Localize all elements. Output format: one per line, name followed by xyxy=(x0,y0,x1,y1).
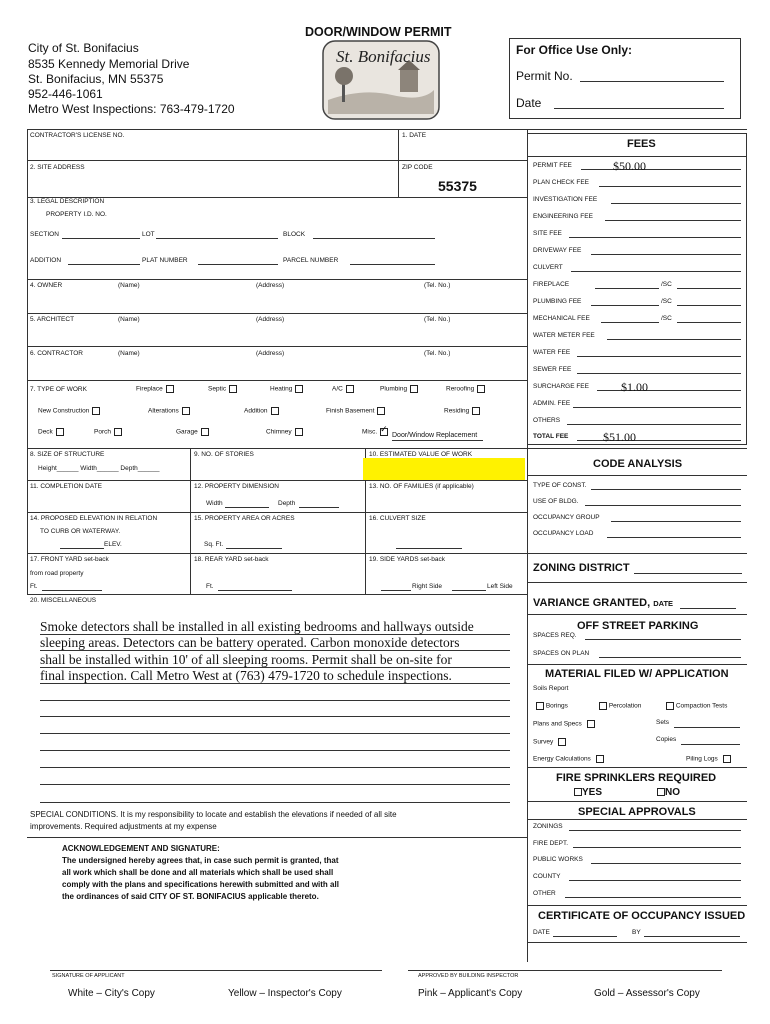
variance-date-field[interactable] xyxy=(680,608,736,609)
lot-label: LOT xyxy=(142,231,155,238)
applicant-signature-label: SIGNATURE OF APPLICANT xyxy=(52,973,125,979)
height-width-depth-fields[interactable]: Height______ Width______ Depth______ xyxy=(38,465,160,472)
special-approvals-heading: SPECIAL APPROVALS xyxy=(578,806,696,818)
surcharge-fee-row: SURCHARGE FEE $1.00 xyxy=(533,383,743,390)
plumbing-checkbox[interactable] xyxy=(410,385,418,393)
porch-checkbox[interactable] xyxy=(114,428,122,436)
misc-value: Door/Window Replacement xyxy=(392,431,483,441)
architect-address-label: (Address) xyxy=(256,316,285,323)
material-heading: MATERIAL FILED W/ APPLICATION xyxy=(545,668,729,680)
fireplace-fee-row: FIREPLACE /SC xyxy=(533,281,743,288)
water-meter-fee-row: WATER METER FEE xyxy=(533,332,743,339)
fees-heading: FEES xyxy=(627,138,656,150)
total-fee-value: $51.00 xyxy=(603,430,636,444)
new-construction-option[interactable]: New Construction xyxy=(38,407,100,416)
addition-label: ADDITION xyxy=(30,257,62,264)
ack-line-3: comply with the plans and specifications herewith submitted and with all xyxy=(62,880,339,889)
block-label: BLOCK xyxy=(283,231,306,238)
permit-fee-row: PERMIT FEE $50.00 xyxy=(533,162,743,169)
rear-yard-label: 18. REAR YARD set-back xyxy=(194,556,269,563)
fireplace-checkbox[interactable] xyxy=(166,385,174,393)
permit-no-label: Permit No. xyxy=(516,69,573,83)
left-side-field[interactable] xyxy=(452,590,486,591)
survey-checkbox[interactable] xyxy=(558,738,566,746)
septic-option[interactable]: Septic xyxy=(208,385,237,394)
plans-specs-checkbox[interactable] xyxy=(587,720,595,728)
special-conditions-2: improvements. Required adjustments at my expense xyxy=(30,822,217,831)
zoning-district-label: ZONING DISTRICT xyxy=(533,562,630,574)
culvert-row: CULVERT xyxy=(533,264,743,271)
surcharge-fee-value: $1.00 xyxy=(621,380,648,394)
zip-code-label: ZIP CODE xyxy=(402,164,433,171)
ac-option[interactable]: A/C xyxy=(332,385,354,394)
cert-by-field[interactable] xyxy=(644,936,740,937)
permit-fee-value: $50.00 xyxy=(613,159,646,173)
city-phone: 952-446-1061 xyxy=(28,87,103,101)
ack-line-1: The undersigned hereby agrees that, in case such permit is granted, that xyxy=(62,856,339,865)
engineering-fee-row: ENGINEERING FEE xyxy=(533,213,743,220)
width-label: Width xyxy=(206,500,223,507)
ack-line-2: all work which shall be done and all materials which shall be used shall xyxy=(62,868,334,877)
block-field[interactable] xyxy=(313,238,435,239)
page-title: DOOR/WINDOW PERMIT xyxy=(305,25,452,39)
estimated-value-label: 10. ESTIMATED VALUE OF WORK xyxy=(369,451,473,458)
front-ft-label: Ft. xyxy=(30,583,38,590)
addition-checkbox[interactable] xyxy=(271,407,279,415)
city-name: City of St. Bonifacius xyxy=(28,41,139,55)
copy-white: White – City's Copy xyxy=(68,988,155,999)
parking-heading: OFF STREET PARKING xyxy=(577,620,699,632)
alterations-checkbox[interactable] xyxy=(182,407,190,415)
alterations-option[interactable]: Alterations xyxy=(148,407,190,416)
copy-yellow: Yellow – Inspector's Copy xyxy=(228,988,342,999)
front-yard-field[interactable] xyxy=(42,590,102,591)
office-date-field[interactable] xyxy=(554,108,724,109)
inspections-phone: Metro West Inspections: 763-479-1720 xyxy=(28,102,235,116)
parcel-number-label: PARCEL NUMBER xyxy=(283,257,339,264)
garage-checkbox[interactable] xyxy=(201,428,209,436)
sprinkler-yes-option[interactable]: YES xyxy=(571,787,602,798)
misc-line-4: final inspection. Call Metro West at (763) 479-1720 to schedule inspections. xyxy=(40,668,452,683)
families-label: 13. NO. OF FAMILIES (if applicable) xyxy=(369,483,474,490)
contractor-tel-label: (Tel. No.) xyxy=(424,350,451,357)
admin-fee-row: ADMIN. FEE xyxy=(533,400,743,407)
other-row: OTHER xyxy=(533,890,743,897)
copy-pink: Pink – Applicant's Copy xyxy=(418,988,523,999)
residing-option[interactable]: Residing xyxy=(444,407,480,416)
chimney-option[interactable]: Chimney xyxy=(266,428,303,437)
occupancy-load-row: OCCUPANCY LOAD xyxy=(533,530,743,537)
copies-field[interactable] xyxy=(681,744,740,745)
energy-calc-checkbox[interactable] xyxy=(596,755,604,763)
heating-checkbox[interactable] xyxy=(295,385,303,393)
fireplace-option[interactable]: Fireplace xyxy=(136,385,174,394)
culvert-size-label: 16. CULVERT SIZE xyxy=(369,515,426,522)
occupancy-group-row: OCCUPANCY GROUP xyxy=(533,514,743,521)
rear-ft-label: Ft. xyxy=(206,583,214,590)
site-address-label: 2. SITE ADDRESS xyxy=(30,164,85,171)
property-dimension-label: 12. PROPERTY DIMENSION xyxy=(194,483,280,490)
investigation-fee-row: INVESTIGATION FEE xyxy=(533,196,743,203)
city-logo xyxy=(322,40,440,120)
type-of-work-label: 7. TYPE OF WORK xyxy=(30,386,87,393)
front-yard-label: 17. FRONT YARD set-back xyxy=(30,556,109,563)
addition-option[interactable]: Addition xyxy=(244,407,279,416)
section-label: SECTION xyxy=(30,231,59,238)
architect-name-label: (Name) xyxy=(118,316,140,323)
sprinkler-yes-checkbox[interactable] xyxy=(574,788,582,796)
contractor-address-label: (Address) xyxy=(256,350,285,357)
deck-option[interactable]: Deck xyxy=(38,428,64,437)
septic-checkbox[interactable] xyxy=(229,385,237,393)
rear-yard-field[interactable] xyxy=(218,590,292,591)
misc-line-3: shall be installed within 10' of all sleeping rooms. Permit shall be on-site for xyxy=(40,652,452,667)
lot-field[interactable] xyxy=(156,238,278,239)
date-label: 1. DATE xyxy=(402,132,427,139)
right-side-label: Right Side xyxy=(412,583,442,590)
others-row: OTHERS xyxy=(533,417,743,424)
applicant-signature-line[interactable] xyxy=(50,970,382,971)
elevation-curb-label: TO CURB OR WATERWAY. xyxy=(40,528,121,535)
sets-field[interactable] xyxy=(674,727,740,728)
spaces-req-row: SPACES REQ. xyxy=(533,632,743,639)
culvert-size-field[interactable] xyxy=(396,548,462,549)
compaction-checkbox[interactable] xyxy=(666,702,674,710)
plumbing-option[interactable]: Plumbing xyxy=(380,385,418,394)
from-road-label: from road property xyxy=(30,570,84,577)
inspector-signature-label: APPROVED BY BUILDING INSPECTOR xyxy=(418,973,519,979)
office-use-heading: For Office Use Only: xyxy=(516,43,633,57)
copies-label: Copies xyxy=(656,736,677,743)
city-logo-text: St. Bonifacius xyxy=(336,47,431,66)
finish-basement-checkbox[interactable] xyxy=(377,407,385,415)
county-row: COUNTY xyxy=(533,873,743,880)
type-const-row: TYPE OF CONST. xyxy=(533,482,743,489)
cert-heading: CERTIFICATE OF OCCUPANCY ISSUED xyxy=(538,910,746,922)
energy-calc-option[interactable]: Energy Calculations xyxy=(533,755,604,764)
zoning-district-field[interactable] xyxy=(634,573,742,574)
contractor-name-label: (Name) xyxy=(118,350,140,357)
misc-line-2: sleeping areas. Detectors can be battery operated. Carbon monoxide detectors xyxy=(40,635,460,650)
cert-date-label: DATE xyxy=(533,929,550,936)
borings-option[interactable]: Borings xyxy=(533,702,568,711)
sqft-field[interactable] xyxy=(226,548,282,549)
sewer-fee-row: SEWER FEE xyxy=(533,366,743,373)
elevation-field[interactable] xyxy=(60,548,104,549)
size-of-structure-label: 8. SIZE OF STRUCTURE xyxy=(30,451,105,458)
residing-checkbox[interactable] xyxy=(472,407,480,415)
total-fee-row: TOTAL FEE $51.00 xyxy=(533,433,743,440)
depth-label: Depth xyxy=(278,500,296,507)
architect-label: 5. ARCHITECT xyxy=(30,316,75,323)
plumbing-fee-row: PLUMBING FEE /SC xyxy=(533,298,743,305)
spaces-on-plan-row: SPACES ON PLAN xyxy=(533,650,743,657)
plat-number-field[interactable] xyxy=(198,264,278,265)
sqft-label: Sq. Ft. xyxy=(204,541,224,548)
property-id-label: PROPERTY I.D. NO. xyxy=(46,211,107,218)
misc-checkbox[interactable] xyxy=(380,428,388,436)
plan-check-fee-row: PLAN CHECK FEE xyxy=(533,179,743,186)
new-construction-checkbox[interactable] xyxy=(92,407,100,415)
garage-option[interactable]: Garage xyxy=(176,428,209,437)
miscellaneous-label: 20. MISCELLANEOUS xyxy=(30,597,97,604)
reroofing-option[interactable]: Reroofing xyxy=(446,385,485,394)
cert-date-field[interactable] xyxy=(553,936,617,937)
elevation-label: 14. PROPOSED ELEVATION IN RELATION xyxy=(30,515,158,522)
survey-option[interactable]: Survey xyxy=(533,738,566,747)
cert-by-label: BY xyxy=(632,929,641,936)
porch-option[interactable]: Porch xyxy=(94,428,122,437)
left-side-label: Left Side xyxy=(487,583,513,590)
inspector-signature-line[interactable] xyxy=(408,970,722,971)
reroofing-checkbox[interactable] xyxy=(477,385,485,393)
borings-checkbox[interactable] xyxy=(536,702,544,710)
soils-report-label: Soils Report xyxy=(533,685,569,692)
owner-address-label: (Address) xyxy=(256,282,285,289)
piling-logs-option[interactable]: Piling Logs xyxy=(686,755,731,764)
contractor-license-label: CONTRACTOR'S LICENSE NO. xyxy=(30,132,125,139)
parcel-number-field[interactable] xyxy=(350,264,435,265)
deck-checkbox[interactable] xyxy=(56,428,64,436)
special-conditions-1: SPECIAL CONDITIONS. It is my responsibility to locate and establish the elevations if needed of all site xyxy=(30,810,397,819)
code-analysis-heading: CODE ANALYSIS xyxy=(593,458,683,470)
chimney-checkbox[interactable] xyxy=(295,428,303,436)
percolation-option[interactable]: Percolation xyxy=(596,702,641,711)
driveway-fee-row: DRIVEWAY FEE xyxy=(533,247,743,254)
owner-tel-label: (Tel. No.) xyxy=(424,282,451,289)
mechanical-fee-row: MECHANICAL FEE /SC xyxy=(533,315,743,322)
width-field[interactable] xyxy=(225,507,269,508)
side-yards-label: 19. SIDE YARDS set-back xyxy=(369,556,445,563)
completion-date-label: 11. COMPLETION DATE xyxy=(30,483,102,490)
variance-granted-label: VARIANCE GRANTED, DATE xyxy=(533,597,674,609)
plat-number-label: PLAT NUMBER xyxy=(142,257,188,264)
plans-specs-option[interactable]: Plans and Specs xyxy=(533,720,595,729)
sprinkler-no-option[interactable]: NO xyxy=(654,787,680,798)
ack-heading: ACKNOWLEDGEMENT AND SIGNATURE: xyxy=(62,844,220,853)
site-fee-row: SITE FEE xyxy=(533,230,743,237)
water-fee-row: WATER FEE xyxy=(533,349,743,356)
addition-field[interactable] xyxy=(68,264,140,265)
depth-field[interactable] xyxy=(299,507,339,508)
sprinkler-no-checkbox[interactable] xyxy=(657,788,665,796)
ac-checkbox[interactable] xyxy=(346,385,354,393)
misc-option[interactable]: Misc.✓ xyxy=(362,428,388,437)
misc-line-1: Smoke detectors shall be installed in all existing bedrooms and hallways outside xyxy=(40,619,474,634)
city-logo-image xyxy=(322,40,440,120)
right-side-field[interactable] xyxy=(381,590,411,591)
sprinkler-heading: FIRE SPRINKLERS REQUIRED xyxy=(556,772,717,784)
zip-code-value: 55375 xyxy=(438,178,477,194)
use-bldg-row: USE OF BLDG. xyxy=(533,498,743,505)
office-date-label: Date xyxy=(516,96,542,110)
owner-name-label: (Name) xyxy=(118,282,140,289)
section-field[interactable] xyxy=(62,238,140,239)
percolation-checkbox[interactable] xyxy=(599,702,607,710)
copy-gold: Gold – Assessor's Copy xyxy=(594,988,700,999)
office-use-box xyxy=(509,38,741,119)
public-works-row: PUBLIC WORKS xyxy=(533,856,743,863)
city-citystate: St. Bonifacius, MN 55375 xyxy=(28,72,164,86)
elev-label: ELEV. xyxy=(104,541,122,548)
fire-dept-row: FIRE DEPT. xyxy=(533,840,743,847)
sets-label: Sets xyxy=(656,719,670,726)
zonings-row: ZONINGS xyxy=(533,823,743,830)
architect-tel-label: (Tel. No.) xyxy=(424,316,451,323)
compaction-option[interactable]: Compaction Tests xyxy=(663,702,727,711)
finish-basement-option[interactable]: Finish Basement xyxy=(326,407,385,416)
contractor-label: 6. CONTRACTOR xyxy=(30,350,83,357)
stories-label: 9. NO. OF STORIES xyxy=(194,451,254,458)
estimated-value-field[interactable] xyxy=(363,458,525,480)
heating-option[interactable]: Heating xyxy=(270,385,303,394)
city-address: 8535 Kennedy Memorial Drive xyxy=(28,57,190,71)
legal-description-label: 3. LEGAL DESCRIPTION xyxy=(30,198,105,205)
piling-logs-checkbox[interactable] xyxy=(723,755,731,763)
ack-line-4: the ordinances of said CITY OF ST. BONIFACIUS applicable thereto. xyxy=(62,892,319,901)
owner-label: 4. OWNER xyxy=(30,282,63,289)
property-area-label: 15. PROPERTY AREA OR ACRES xyxy=(194,515,295,522)
permit-no-field[interactable] xyxy=(580,81,724,82)
